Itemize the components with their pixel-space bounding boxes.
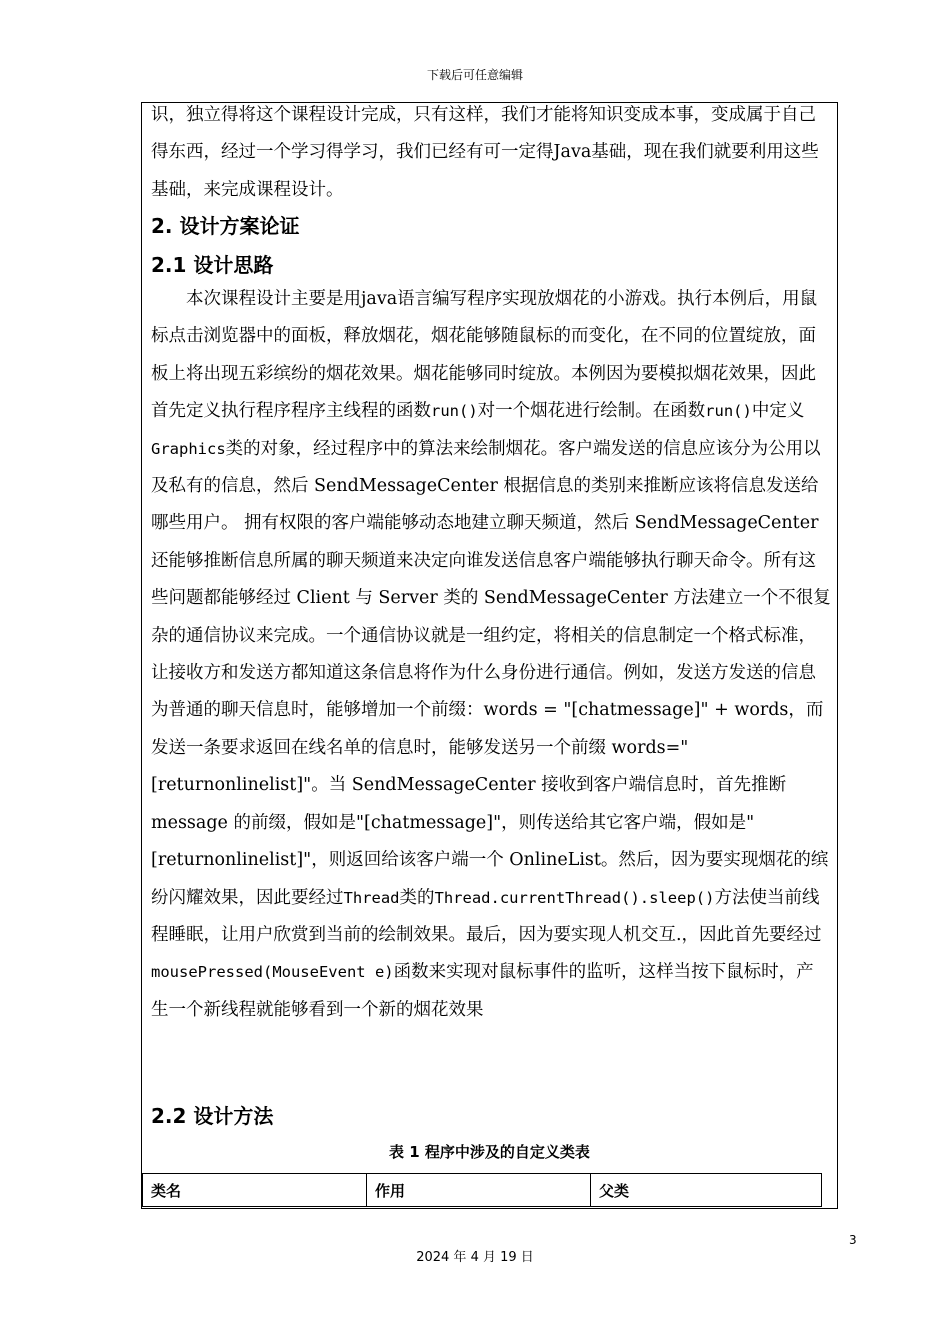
- custom-class-table: [142, 1173, 822, 1207]
- design-idea-paragraph: 本次课程设计主要是用java语言编写程序实现放烟花的小游戏。执行本例后，用鼠标点击浏览器中的面板，释放烟花，烟花能够随鼠标的而变化，在不同的位置绽放，面板上将出现五彩缤纷的烟花效果。烟花能够同时绽放。本例因为要模拟烟花效果，因此首先定义执行程序程序主线程的函数run()对一个烟花进行绘制。在函数run()中定义Graphics类的对象，经过程序中的算法来绘制烟花。客户端发送的信息应该分为公用以及私有的信息，然后 SendMessageCenter 根据信息的类别来推断应该将信息发送给哪些用户。 拥有权限的客户端能够动态地建立聊天频道，然后 SendMessageCenter 还能够推断信息所属的聊天频道来决定向谁发送信息客户端能够执行聊天命令。所有这些问题都能够经过 Client 与 Server 类的 SendMessageCenter 方法建立一个不很复杂的通信协议来完成。一个通信协议就是一组约定，将相关的信息制定一个格式标准，让接收方和发送方都知道这条信息将作为什么身份进行通信。例如，发送方发送的信息为普通的聊天信息时，能够增加一个前缀：words = "[chatmessage]" + words，而发送一条要求返回在线名单的信息时，能够发送另一个前缀 words="[returnonlinelist]"。当 SendMessageCenter 接收到客户端信息时，首先推断 message 的前缀，假如是"[chatmessage]"，则传送给其它客户端，假如是"[returnonlinelist]"，则返回给该客户端一个 OnlineList。然后，因为要实现烟花的缤纷闪耀效果，因此要经过Thread类的Thread.currentThread().sleep()方法使当前线程睡眠，让用户欣赏到当前的绘制效果。最后，因为要实现人机交互.，因此首先要经过mousePressed(MouseEvent e)函数来实现对鼠标事件的监听，这样当按下鼠标时，产生一个新线程就能够看到一个新的烟花效果: [151, 289, 831, 1020]
- footer-date: 2024 年 4 月 19 日: [416, 1250, 534, 1265]
- code-run: run(): [705, 402, 752, 421]
- col-header-purpose: 作用: [367, 1174, 591, 1207]
- col-header-parent-class: 父类: [591, 1174, 822, 1207]
- table-caption: 表 1 程序中涉及的自定义类表: [389, 1143, 590, 1161]
- col-header-class-name: 类名: [143, 1174, 367, 1207]
- intro-paragraph: 识，独立得将这个课程设计完成，只有这样，我们才能将知识变成本事，变成属于自己得东西，经过一个学习得学习，我们已经有可一定得Java基础，现在我们就要利用这些基础，来完成课程设计。: [151, 105, 819, 200]
- code-run: run(): [431, 402, 478, 421]
- code-sleep: Thread.currentThread().sleep(): [434, 888, 715, 907]
- section-2-1-heading: 2.1 设计思路: [151, 253, 274, 277]
- code-thread: Thread: [343, 888, 400, 907]
- section-2-2-heading: 2.2 设计方法: [151, 1104, 274, 1128]
- page-header-note: 下载后可任意编辑: [426, 68, 523, 82]
- section-2-heading: 2. 设计方案论证: [151, 214, 300, 238]
- table-header-row: [143, 1174, 822, 1207]
- code-mousepressed: mousePressed(MouseEvent e): [151, 963, 394, 982]
- page-number: 3: [849, 1233, 857, 1247]
- code-graphics: Graphics: [151, 439, 226, 458]
